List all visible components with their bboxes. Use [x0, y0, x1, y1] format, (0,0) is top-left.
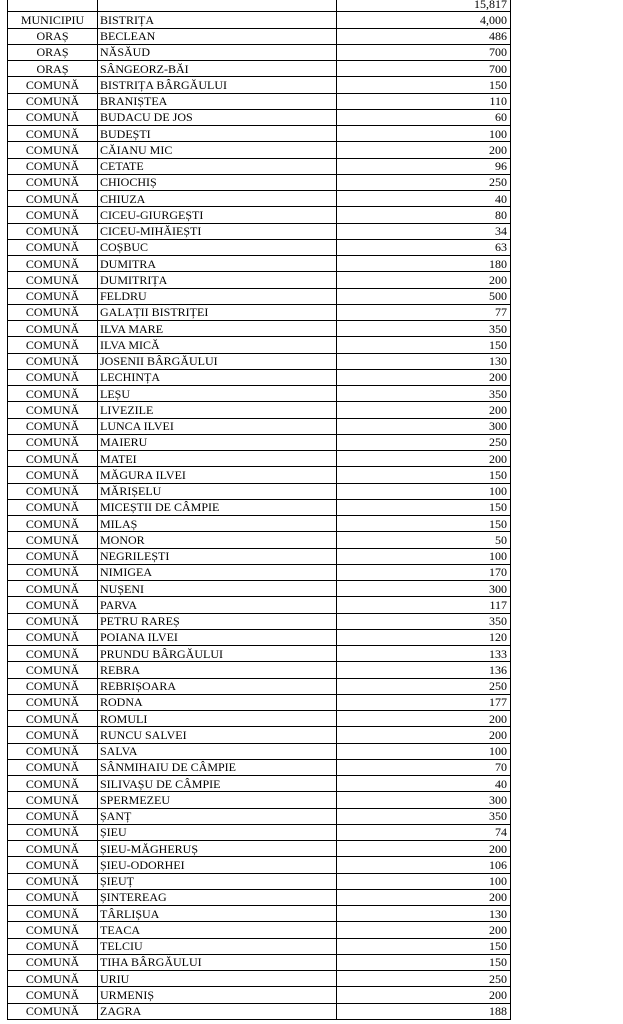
value-cell: 200 — [337, 369, 511, 385]
value-cell: 4,000 — [337, 12, 511, 28]
table-row — [8, 759, 511, 775]
unit-type-cell: COMUNĂ — [8, 938, 98, 954]
value-cell: 200 — [337, 711, 511, 727]
table-row — [8, 321, 511, 337]
value-cell: 136 — [337, 662, 511, 678]
value-cell: 200 — [337, 922, 511, 938]
value-cell: 250 — [337, 434, 511, 450]
unit-type-cell: COMUNĂ — [8, 971, 98, 987]
value-cell: 250 — [337, 678, 511, 694]
unit-type-cell: COMUNĂ — [8, 727, 98, 743]
table-row — [8, 158, 511, 174]
unit-name-cell: RODNA — [98, 694, 337, 710]
unit-name-cell: MĂGURA ILVEI — [98, 467, 337, 483]
table-row — [8, 662, 511, 678]
unit-type-cell: COMUNĂ — [8, 239, 98, 255]
table-row — [8, 711, 511, 727]
value-cell: 200 — [337, 402, 511, 418]
unit-name-cell: BUDEȘTI — [98, 126, 337, 142]
unit-type-cell: COMUNĂ — [8, 434, 98, 450]
table-row — [8, 467, 511, 483]
unit-name-cell: CETATE — [98, 158, 337, 174]
table-row — [8, 386, 511, 402]
unit-type-cell: COMUNĂ — [8, 613, 98, 629]
table-row — [8, 451, 511, 467]
value-cell: 250 — [337, 971, 511, 987]
value-cell: 700 — [337, 44, 511, 60]
value-cell: 150 — [337, 516, 511, 532]
table-row — [8, 857, 511, 873]
value-cell: 200 — [337, 142, 511, 158]
unit-name-cell: CĂIANU MIC — [98, 142, 337, 158]
unit-type-cell: COMUNĂ — [8, 369, 98, 385]
unit-name-cell: NĂSĂUD — [98, 44, 337, 60]
value-cell: 300 — [337, 581, 511, 597]
unit-type-cell: COMUNĂ — [8, 174, 98, 190]
unit-type-cell: COMUNĂ — [8, 353, 98, 369]
value-cell: 100 — [337, 873, 511, 889]
unit-name-cell: TEACA — [98, 922, 337, 938]
table-row — [8, 808, 511, 824]
table-body — [8, 0, 511, 1019]
table-row — [8, 28, 511, 44]
table-row — [8, 109, 511, 125]
unit-name-cell: BISTRIȚA BÂRGĂULUI — [98, 77, 337, 93]
table-row — [8, 824, 511, 840]
unit-name-cell: MAIERU — [98, 434, 337, 450]
table-row — [8, 402, 511, 418]
unit-type-cell: COMUNĂ — [8, 548, 98, 564]
unit-type-cell: COMUNĂ — [8, 564, 98, 580]
value-cell: 96 — [337, 158, 511, 174]
table-row — [8, 61, 511, 77]
unit-name-cell: ZAGRA — [98, 1003, 337, 1019]
unit-name-cell: DUMITRIȚA — [98, 272, 337, 288]
table-row — [8, 792, 511, 808]
unit-name-cell: CICEU-GIURGEȘTI — [98, 207, 337, 223]
unit-type-cell: COMUNĂ — [8, 857, 98, 873]
table-row — [8, 597, 511, 613]
table-row — [8, 44, 511, 60]
unit-name-cell: MATEI — [98, 451, 337, 467]
value-cell: 350 — [337, 808, 511, 824]
table-row — [8, 418, 511, 434]
unit-name-cell: ȘIEU-MĂGHERUȘ — [98, 841, 337, 857]
table-row — [8, 191, 511, 207]
table-row — [8, 126, 511, 142]
unit-type-cell: COMUNĂ — [8, 597, 98, 613]
unit-name-cell: COȘBUC — [98, 239, 337, 255]
unit-name-cell: GALAȚII BISTRIȚEI — [98, 304, 337, 320]
unit-name-cell: MICEȘTII DE CÂMPIE — [98, 499, 337, 515]
unit-type-cell: COMUNĂ — [8, 499, 98, 515]
unit-type-cell: COMUNĂ — [8, 662, 98, 678]
unit-type-cell: COMUNĂ — [8, 288, 98, 304]
value-cell: 150 — [337, 467, 511, 483]
unit-name-cell: ȘANȚ — [98, 808, 337, 824]
unit-type-cell: COMUNĂ — [8, 841, 98, 857]
value-cell: 133 — [337, 646, 511, 662]
unit-type-cell: COMUNĂ — [8, 337, 98, 353]
total-type-cell — [8, 0, 98, 12]
unit-name-cell: LUNCA ILVEI — [98, 418, 337, 434]
total-name-cell — [98, 0, 337, 12]
unit-name-cell: SÂNMIHAIU DE CÂMPIE — [98, 759, 337, 775]
unit-name-cell: PRUNDU BÂRGĂULUI — [98, 646, 337, 662]
unit-type-cell: COMUNĂ — [8, 954, 98, 970]
unit-name-cell: LIVEZILE — [98, 402, 337, 418]
unit-type-cell: COMUNĂ — [8, 629, 98, 645]
value-cell: 150 — [337, 337, 511, 353]
value-cell: 120 — [337, 629, 511, 645]
unit-type-cell: ORAȘ — [8, 44, 98, 60]
value-cell: 200 — [337, 727, 511, 743]
value-cell: 70 — [337, 759, 511, 775]
value-cell: 150 — [337, 938, 511, 954]
unit-name-cell: SPERMEZEU — [98, 792, 337, 808]
table-row — [8, 12, 511, 28]
unit-name-cell: ȘIEU — [98, 824, 337, 840]
table-row — [8, 581, 511, 597]
unit-type-cell: COMUNĂ — [8, 451, 98, 467]
value-cell: 500 — [337, 288, 511, 304]
value-cell: 350 — [337, 321, 511, 337]
table-row — [8, 207, 511, 223]
unit-type-cell: COMUNĂ — [8, 759, 98, 775]
value-cell: 77 — [337, 304, 511, 320]
value-cell: 200 — [337, 272, 511, 288]
unit-type-cell: COMUNĂ — [8, 1003, 98, 1019]
value-cell: 100 — [337, 126, 511, 142]
unit-type-cell: COMUNĂ — [8, 158, 98, 174]
unit-name-cell: JOSENII BÂRGĂULUI — [98, 353, 337, 369]
unit-name-cell: BUDACU DE JOS — [98, 109, 337, 125]
unit-type-cell: COMUNĂ — [8, 321, 98, 337]
unit-type-cell: COMUNĂ — [8, 678, 98, 694]
table-row — [8, 922, 511, 938]
value-cell: 177 — [337, 694, 511, 710]
unit-name-cell: PARVA — [98, 597, 337, 613]
table-row — [8, 142, 511, 158]
value-cell: 40 — [337, 191, 511, 207]
value-cell: 60 — [337, 109, 511, 125]
value-cell: 117 — [337, 597, 511, 613]
unit-type-cell: COMUNĂ — [8, 109, 98, 125]
value-cell: 50 — [337, 532, 511, 548]
value-cell: 180 — [337, 256, 511, 272]
table-row — [8, 629, 511, 645]
unit-type-cell: COMUNĂ — [8, 694, 98, 710]
table-row — [8, 239, 511, 255]
unit-type-cell: COMUNĂ — [8, 776, 98, 792]
unit-name-cell: REBRIȘOARA — [98, 678, 337, 694]
table-row — [8, 288, 511, 304]
unit-name-cell: TIHA BÂRGĂULUI — [98, 954, 337, 970]
table-row — [8, 906, 511, 922]
value-cell: 100 — [337, 483, 511, 499]
value-cell: 200 — [337, 841, 511, 857]
unit-name-cell: ILVA MARE — [98, 321, 337, 337]
value-cell: 63 — [337, 239, 511, 255]
table-row — [8, 337, 511, 353]
table-row — [8, 678, 511, 694]
value-cell: 250 — [337, 174, 511, 190]
unit-name-cell: LEȘU — [98, 386, 337, 402]
unit-type-cell: MUNICIPIU — [8, 12, 98, 28]
unit-type-cell: COMUNĂ — [8, 532, 98, 548]
value-cell: 100 — [337, 548, 511, 564]
unit-type-cell: COMUNĂ — [8, 77, 98, 93]
total-row — [8, 0, 511, 12]
value-cell: 300 — [337, 418, 511, 434]
value-cell: 300 — [337, 792, 511, 808]
table-row — [8, 353, 511, 369]
value-cell: 130 — [337, 353, 511, 369]
table-row — [8, 483, 511, 499]
unit-name-cell: MILAȘ — [98, 516, 337, 532]
total-value-cell: 15,817 — [337, 0, 511, 12]
unit-type-cell: COMUNĂ — [8, 386, 98, 402]
spreadsheet — [7, 0, 510, 1020]
unit-type-cell: COMUNĂ — [8, 792, 98, 808]
unit-type-cell: ORAȘ — [8, 28, 98, 44]
value-cell: 150 — [337, 954, 511, 970]
unit-name-cell: CHIUZA — [98, 191, 337, 207]
value-cell: 40 — [337, 776, 511, 792]
value-cell: 80 — [337, 207, 511, 223]
unit-name-cell: POIANA ILVEI — [98, 629, 337, 645]
table-row — [8, 987, 511, 1003]
table-row — [8, 369, 511, 385]
unit-name-cell: FELDRU — [98, 288, 337, 304]
value-cell: 350 — [337, 613, 511, 629]
unit-name-cell: ȘIEUȚ — [98, 873, 337, 889]
unit-type-cell: COMUNĂ — [8, 646, 98, 662]
table-row — [8, 499, 511, 515]
value-cell: 74 — [337, 824, 511, 840]
unit-type-cell: COMUNĂ — [8, 256, 98, 272]
unit-name-cell: URMENIȘ — [98, 987, 337, 1003]
unit-name-cell: BECLEAN — [98, 28, 337, 44]
value-cell: 188 — [337, 1003, 511, 1019]
table-row — [8, 841, 511, 857]
unit-name-cell: NIMIGEA — [98, 564, 337, 580]
table-row — [8, 743, 511, 759]
value-cell: 200 — [337, 889, 511, 905]
unit-type-cell: COMUNĂ — [8, 142, 98, 158]
table-row — [8, 516, 511, 532]
unit-name-cell: BRANIȘTEA — [98, 93, 337, 109]
unit-name-cell: SÂNGEORZ-BĂI — [98, 61, 337, 77]
table-row — [8, 564, 511, 580]
unit-type-cell: COMUNĂ — [8, 304, 98, 320]
table-row — [8, 548, 511, 564]
unit-name-cell: SALVA — [98, 743, 337, 759]
table-row — [8, 532, 511, 548]
value-cell: 130 — [337, 906, 511, 922]
value-cell: 150 — [337, 77, 511, 93]
table-row — [8, 889, 511, 905]
unit-type-cell: COMUNĂ — [8, 191, 98, 207]
unit-name-cell: MĂRIȘELU — [98, 483, 337, 499]
table-row — [8, 613, 511, 629]
unit-type-cell: COMUNĂ — [8, 743, 98, 759]
table-row — [8, 223, 511, 239]
table-row — [8, 727, 511, 743]
unit-type-cell: COMUNĂ — [8, 987, 98, 1003]
unit-type-cell: COMUNĂ — [8, 873, 98, 889]
table-row — [8, 873, 511, 889]
table-row — [8, 1003, 511, 1019]
table-row — [8, 93, 511, 109]
unit-type-cell: COMUNĂ — [8, 93, 98, 109]
value-cell: 150 — [337, 499, 511, 515]
table-row — [8, 272, 511, 288]
unit-type-cell: COMUNĂ — [8, 418, 98, 434]
table-row — [8, 434, 511, 450]
unit-name-cell: REBRA — [98, 662, 337, 678]
unit-name-cell: MONOR — [98, 532, 337, 548]
table-row — [8, 646, 511, 662]
value-cell: 486 — [337, 28, 511, 44]
unit-name-cell: NUȘENI — [98, 581, 337, 597]
unit-name-cell: TÂRLIȘUA — [98, 906, 337, 922]
table-row — [8, 77, 511, 93]
table-row — [8, 954, 511, 970]
unit-name-cell: ROMULI — [98, 711, 337, 727]
unit-name-cell: NEGRILEȘTI — [98, 548, 337, 564]
unit-name-cell: PETRU RAREȘ — [98, 613, 337, 629]
unit-type-cell: COMUNĂ — [8, 483, 98, 499]
unit-name-cell: CICEU-MIHĂIEȘTI — [98, 223, 337, 239]
table-row — [8, 256, 511, 272]
table-row — [8, 938, 511, 954]
unit-name-cell: TELCIU — [98, 938, 337, 954]
unit-type-cell: COMUNĂ — [8, 223, 98, 239]
table-row — [8, 174, 511, 190]
unit-type-cell: COMUNĂ — [8, 516, 98, 532]
unit-type-cell: COMUNĂ — [8, 126, 98, 142]
unit-name-cell: BISTRIȚA — [98, 12, 337, 28]
unit-type-cell: COMUNĂ — [8, 402, 98, 418]
value-cell: 700 — [337, 61, 511, 77]
unit-type-cell: COMUNĂ — [8, 824, 98, 840]
unit-type-cell: COMUNĂ — [8, 922, 98, 938]
unit-type-cell: ORAȘ — [8, 61, 98, 77]
unit-name-cell: RUNCU SALVEI — [98, 727, 337, 743]
unit-name-cell: ȘIEU-ODORHEI — [98, 857, 337, 873]
table-row — [8, 694, 511, 710]
unit-name-cell: URIU — [98, 971, 337, 987]
unit-type-cell: COMUNĂ — [8, 889, 98, 905]
value-cell: 106 — [337, 857, 511, 873]
unit-name-cell: CHIOCHIȘ — [98, 174, 337, 190]
unit-name-cell: LECHINȚA — [98, 369, 337, 385]
unit-type-cell: COMUNĂ — [8, 467, 98, 483]
unit-type-cell: COMUNĂ — [8, 711, 98, 727]
table-row — [8, 776, 511, 792]
unit-name-cell: DUMITRA — [98, 256, 337, 272]
value-cell: 350 — [337, 386, 511, 402]
unit-type-cell: COMUNĂ — [8, 207, 98, 223]
unit-type-cell: COMUNĂ — [8, 808, 98, 824]
value-cell: 200 — [337, 987, 511, 1003]
value-cell: 200 — [337, 451, 511, 467]
unit-name-cell: ȘINTEREAG — [98, 889, 337, 905]
unit-type-cell: COMUNĂ — [8, 906, 98, 922]
value-cell: 110 — [337, 93, 511, 109]
value-cell: 34 — [337, 223, 511, 239]
value-cell: 170 — [337, 564, 511, 580]
unit-name-cell: ILVA MICĂ — [98, 337, 337, 353]
allocation-table — [7, 0, 511, 1020]
unit-name-cell: SILIVAȘU DE CÂMPIE — [98, 776, 337, 792]
table-row — [8, 971, 511, 987]
unit-type-cell: COMUNĂ — [8, 272, 98, 288]
table-row — [8, 304, 511, 320]
unit-type-cell: COMUNĂ — [8, 581, 98, 597]
value-cell: 100 — [337, 743, 511, 759]
